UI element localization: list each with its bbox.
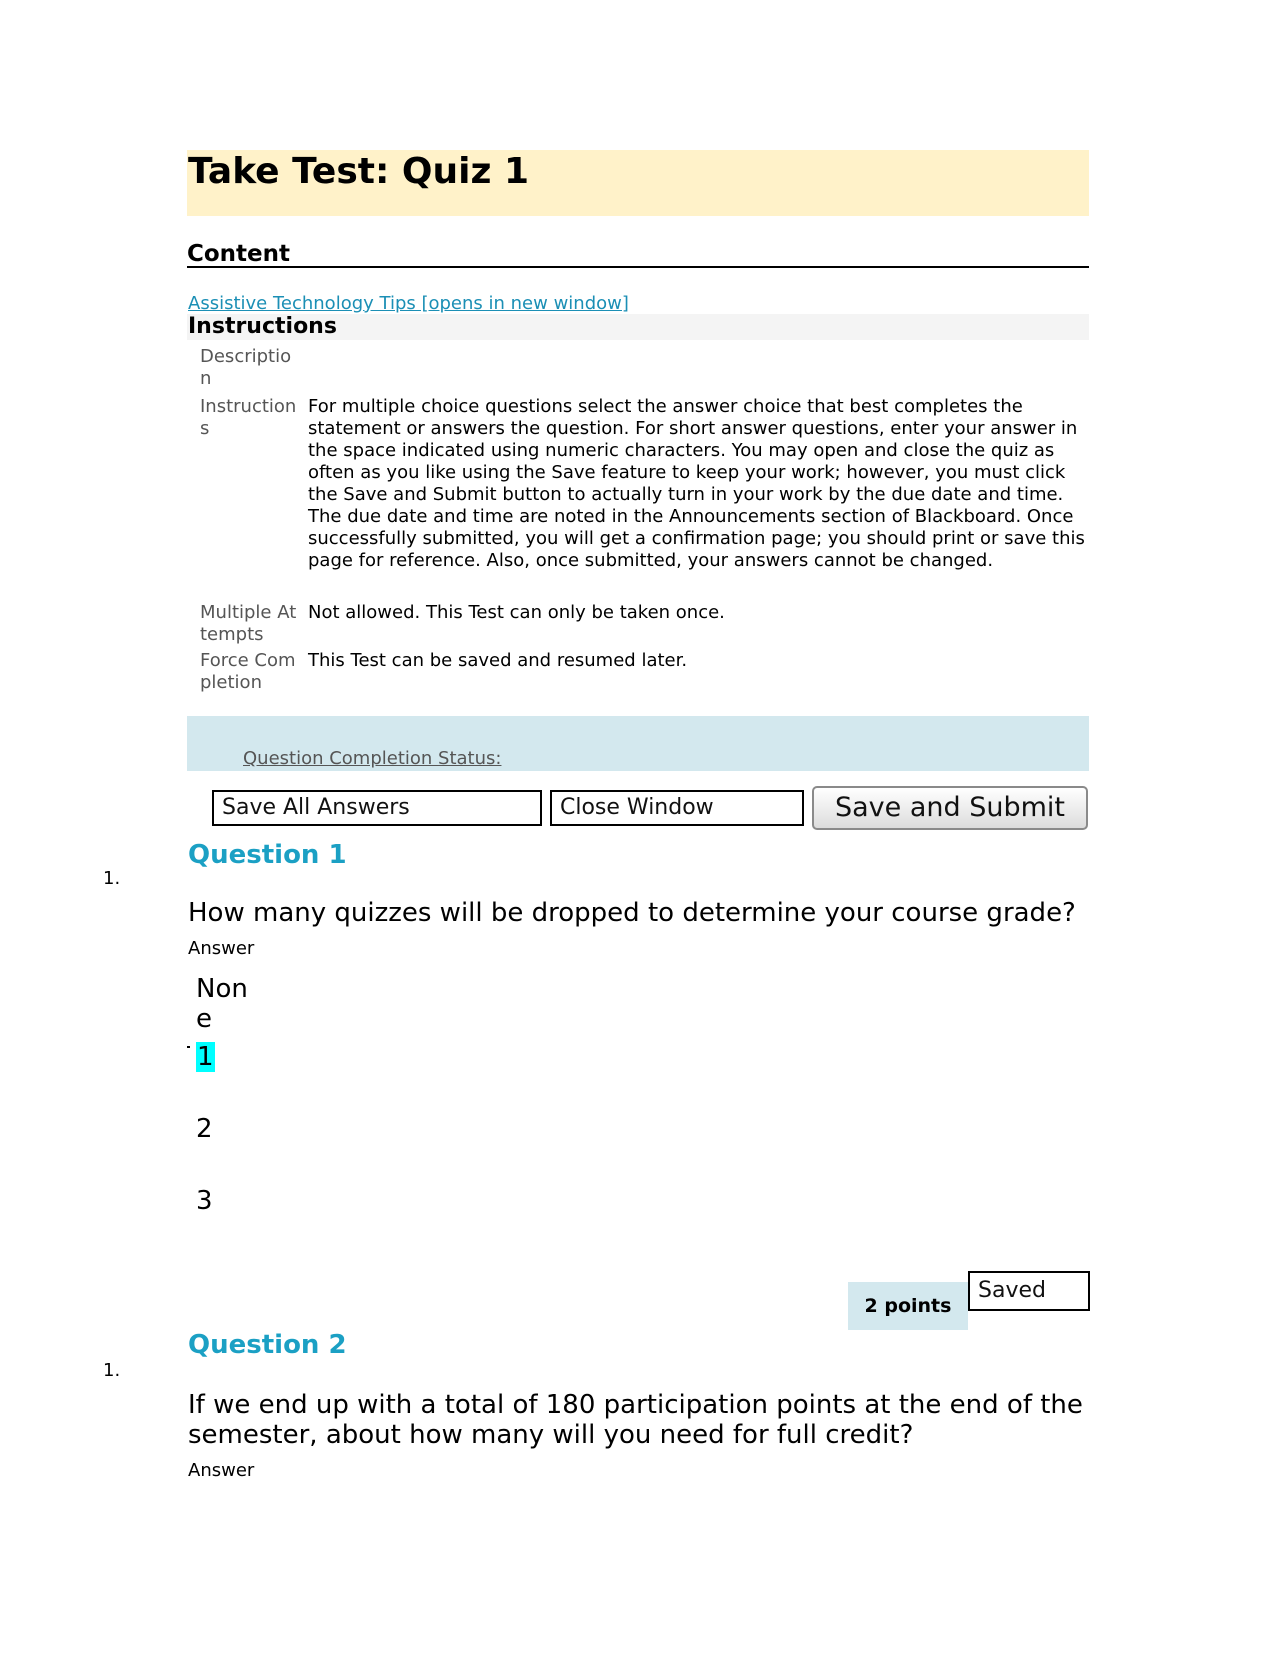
question-2-number: 1. <box>103 1360 121 1381</box>
instructions-heading-band <box>187 314 1089 340</box>
question-1-heading: Question 1 <box>188 840 347 870</box>
instructions-label: Instructions <box>200 396 297 439</box>
question-1-saved-button[interactable]: Saved <box>968 1271 1090 1311</box>
radio-marker <box>187 1046 190 1048</box>
question-1-choice-2[interactable]: 2 <box>196 1114 213 1144</box>
close-window-button[interactable]: Close Window <box>550 790 804 826</box>
question-1-text: How many quizzes will be dropped to determine your course grade? <box>188 898 1076 928</box>
save-all-answers-button[interactable]: Save All Answers <box>212 790 542 826</box>
question-1-choice-1[interactable] <box>196 1042 215 1072</box>
description-label: Description <box>200 346 292 389</box>
question-2-answer-label: Answer <box>188 1460 255 1481</box>
completion-status-link[interactable]: Question Completion Status: <box>243 748 502 769</box>
multiple-attempts-value: Not allowed. This Test can only be taken once. <box>308 602 725 623</box>
page-title-band <box>187 150 1089 216</box>
question-1-answer-label: Answer <box>188 938 255 959</box>
question-1-choice-none[interactable]: None <box>196 974 248 1034</box>
save-and-submit-button[interactable]: Save and Submit <box>812 786 1088 830</box>
instructions-value: For multiple choice questions select the answer choice that best completes the statement or answers the question. For short answer questions, enter your answer in the space indicated using numeric characters. You may open and close the quiz as often as you like using the Save feature to keep your work; however, you must click the Save and Submit button to actually turn in your work by the due date and time. The due date and time are noted in the Announcements section of Blackboard. Once successfully submitted, you will get a confirmation page; you should print or save this page for reference. Also, once submitted, your answers cannot be changed. <box>308 396 1085 571</box>
force-completion-label: Force Completion <box>200 650 296 693</box>
question-1-choice-3[interactable]: 3 <box>196 1186 213 1216</box>
question-1-number: 1. <box>103 868 121 889</box>
force-completion-value: This Test can be saved and resumed later. <box>308 650 688 671</box>
question-2-text: If we end up with a total of 180 participation points at the end of the semester, about how many will you need for full credit? <box>188 1390 1083 1450</box>
page-title: Take Test: Quiz 1 <box>188 151 529 192</box>
instructions-heading: Instructions <box>188 314 337 339</box>
question-2-heading: Question 2 <box>188 1330 347 1360</box>
completion-status-band <box>187 716 1089 771</box>
question-1-points: 2 points <box>848 1282 968 1330</box>
question-1-choice-1-label: 1 <box>197 1042 214 1072</box>
multiple-attempts-label: Multiple Attempts <box>200 602 297 645</box>
assistive-technology-link[interactable]: Assistive Technology Tips [opens in new window] <box>188 293 629 314</box>
content-heading: Content <box>187 238 1089 268</box>
